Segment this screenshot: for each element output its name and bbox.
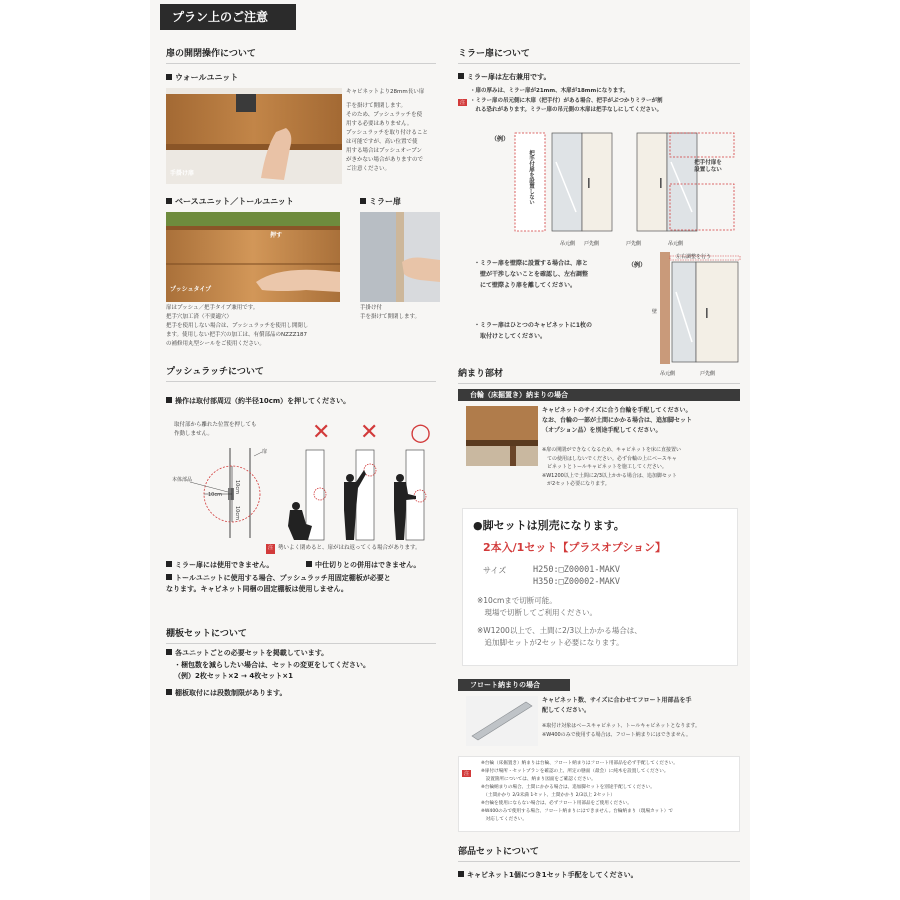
plinth-bar: 台輪（床掘置き）納まりの場合 bbox=[458, 389, 740, 401]
mirror-note: ・扉の厚みは、ミラー扉が21mm、木扉が18mmになります。 ・ミラー扉の吊元側に木扉（把手付）がある場合、把手がぶつかりミラーが割 れる恐れがあります。ミラー扉の吊元側の木扉は把手なしにしてください。 bbox=[470, 88, 663, 113]
wall-unit-heading: ウォールユニット bbox=[166, 72, 238, 83]
push-radius-diagram bbox=[170, 448, 280, 538]
mirror-diagram-2 bbox=[636, 132, 736, 242]
mirror-door-heading: ミラー扉 bbox=[360, 196, 401, 207]
adjust-label: 左右調整を行う bbox=[676, 254, 712, 260]
size-2: H350:□Z00002-MAKV bbox=[533, 577, 620, 587]
mirror-warn-box: 把手付扉を 設置しない bbox=[694, 160, 722, 173]
parts-heading: 部品セットについて bbox=[458, 844, 740, 862]
base-unit-heading: ベースユニット／トールユニット bbox=[166, 196, 294, 207]
base-photo-label: プッシュタイプ bbox=[170, 286, 212, 293]
leg-note-2: ※W1200以上で、土間に2/3以上かかる場合は、 追加脚セットが2セット必要になります。 bbox=[477, 626, 642, 647]
size-1: H250:□Z00001-MAKV bbox=[533, 565, 620, 575]
leg-note-1: ※10cmまで切断可能。 現場で切断してご利用ください。 bbox=[477, 596, 597, 617]
wall-label: 壁 bbox=[652, 309, 658, 315]
label-10cm-a: 10cm bbox=[208, 492, 222, 498]
mirror-caution-tag: 注 bbox=[460, 100, 466, 106]
mirror-example2: （例） bbox=[628, 262, 647, 269]
push-caution: 注 勢いよく閉めると、扉がはね返ってくる場合があります。 bbox=[266, 544, 456, 554]
mirror-heading: ミラー扉について bbox=[458, 46, 740, 64]
push-note3: トールユニットに使用する場合、プッシュラッチ用固定棚板が必要と なります。キャビネット同梱の固定棚板は使用しません。 bbox=[166, 574, 391, 593]
push-label: 押す bbox=[270, 232, 283, 239]
bottom-hinge-label: 吊元側 bbox=[660, 371, 676, 377]
wall-unit-text: 手を掛けて開閉します。 そのため、プッシュラッチを使 用する必要はありません。 プッシュラッチを取り付けること は可能ですが、高い位置で使 用する場合はプッシュオープン がきかない場合がありますので ご注意ください。 bbox=[346, 103, 428, 172]
caution-notes: ※台輪（床掘置き）納まりは台輪、フロート納まりはフロート用部品を必ず手配してください。 ※扉付け場所・セットプランを確認の上、所定の膳面（最会）に純木を設置してください。 設置箇所については、納まり図面をご確認ください。 ※台輪納まりの場合、土間にかかる場合は、追加脚セットを別途手配してください。 （土間かかり 2/3未満 1セット、土間かかり 2/3以上 2セット） ※台輪を使用にならない場合は、必ずフロート用部品をご使用ください。 ※W400のみで使用する場合、フロート納まりにはできません。台輪納まり（現場カット）で 対応してください。 bbox=[481, 761, 678, 822]
wall-note-top: キャビネットより28mm長い扉 bbox=[346, 89, 425, 95]
plinth-notes: ※扉の開閉ができなくなるため、キャビネットを床に直接置い ての使用はしないでください。必ず台輪の上にベースキャ ビネットとトールキャビネットを施工してください。 ※W1200以上で土間に2/3以上かかる場合は、追加脚セット が2セット必要になります。 bbox=[542, 447, 681, 487]
mark-correct: ○ bbox=[410, 418, 431, 446]
label-hinge-1: 吊元側 bbox=[560, 241, 576, 247]
float-part-photo bbox=[466, 696, 538, 746]
mark-wrong-1: ✕ bbox=[312, 420, 331, 445]
label-door-end-1: 戸先側 bbox=[584, 241, 600, 247]
label-10cm-b: 10cm bbox=[234, 480, 240, 494]
door-heading: 扉の開閉操作について bbox=[166, 46, 436, 64]
base-unit-text: 扉はプッシュ／把手タイプ兼用です。 把手穴加工済（不要適穴） 把手を使用しない場合は、プッシュラッチを使用し開閉し ます。使用しない把手穴の加工は、有償部品のNZZZ187 の補修用丸型シールをご使用ください。 bbox=[166, 305, 309, 347]
wall-unit-photo bbox=[166, 88, 342, 184]
label-door-end-2: 戸先側 bbox=[626, 241, 642, 247]
push-item1: 操作は取付部周辺（約半径10cm）を押してください。 bbox=[166, 396, 446, 407]
page-title: プラン上のご注意 bbox=[160, 4, 296, 30]
bottom-door-label: 戸先側 bbox=[700, 371, 716, 377]
shelf-heading: 棚板セットについて bbox=[166, 626, 436, 644]
mirror-example: （例） bbox=[491, 136, 510, 143]
plinth-text: キャビネットのサイズに合う台輪を手配してください。 なお、台輪の一部が土間にかかる場合は、追加脚セット （オプション品）を別途手配してください。 bbox=[542, 407, 693, 434]
push-note2: 中仕切りとの併用はできません。 bbox=[306, 560, 456, 571]
mirror-caption: 手掛け付 手を掛けて開閉します。 bbox=[360, 305, 421, 320]
label-hinge-2: 吊元側 bbox=[668, 241, 684, 247]
leg-set-box bbox=[462, 508, 738, 666]
mirror-text3: ・ミラー扉はひとつのキャビネットに1枚の 取付けとしてください。 bbox=[474, 322, 593, 340]
label-10cm-c: 10cm bbox=[234, 506, 240, 520]
caution-box bbox=[458, 756, 740, 832]
leg-sub: 2本入/1セット【プラスオプション】 bbox=[483, 541, 667, 554]
mirror-wall-diagram bbox=[660, 252, 742, 370]
base-unit-photo bbox=[166, 212, 340, 302]
push-diagram-note: 取付部から離れた位置を押しても 作動しません。 bbox=[174, 422, 257, 437]
leg-title: ●脚セットは別売になります。 bbox=[473, 519, 625, 532]
plinth-photo bbox=[466, 406, 538, 466]
shelf-item1: 各ユニットごとの必要セットを掲載しています。 bbox=[166, 648, 446, 659]
label-body-part: 本体部品 bbox=[172, 477, 193, 483]
caution-tag: 注 bbox=[464, 771, 470, 777]
mirror-warn-vertical: 把手付扉を設置しない bbox=[528, 150, 534, 205]
size-label: サイズ bbox=[483, 566, 507, 575]
parts-item1: キャビネット1個につき1セット手配をしてください。 bbox=[458, 870, 740, 881]
float-notes: ※取付け対象はベースキャビネット、トールキャビネットとなります。 ※W400のみで使用する場合は、フロート納まりにはできません。 bbox=[542, 723, 700, 738]
push-heading: プッシュラッチについて bbox=[166, 364, 436, 382]
label-door: 扉 bbox=[262, 449, 268, 455]
shelf-item2: 棚板取付には段数制限があります。 bbox=[166, 688, 446, 699]
wall-photo-label: 手掛け扉 bbox=[170, 170, 195, 177]
push-note1: ミラー扉には使用できません。 bbox=[166, 560, 296, 571]
push-usage-figures bbox=[284, 448, 444, 542]
shelf-item1-sub: ・梱包数を減らしたい場合は、セットの変更をしてください。 （例）2枚セット×2 → 4枚セット×1 bbox=[174, 661, 370, 680]
mirror-door-photo bbox=[360, 212, 440, 302]
float-text: キャビネット数、サイズに合わせてフロート用部品を手 配してください。 bbox=[542, 697, 692, 714]
fit-heading: 納まり部材 bbox=[458, 366, 740, 384]
mark-wrong-2: ✕ bbox=[360, 420, 379, 445]
mirror-text2: ・ミラー扉を壁際に設置する場合は、扉と 壁が干渉しないことを確認し、左右調整 にて壁際より扉を離してください。 bbox=[474, 260, 589, 289]
mirror-item1: ミラー扉は左右兼用です。 bbox=[458, 72, 738, 83]
float-bar: フロート納まりの場合 bbox=[458, 679, 570, 691]
